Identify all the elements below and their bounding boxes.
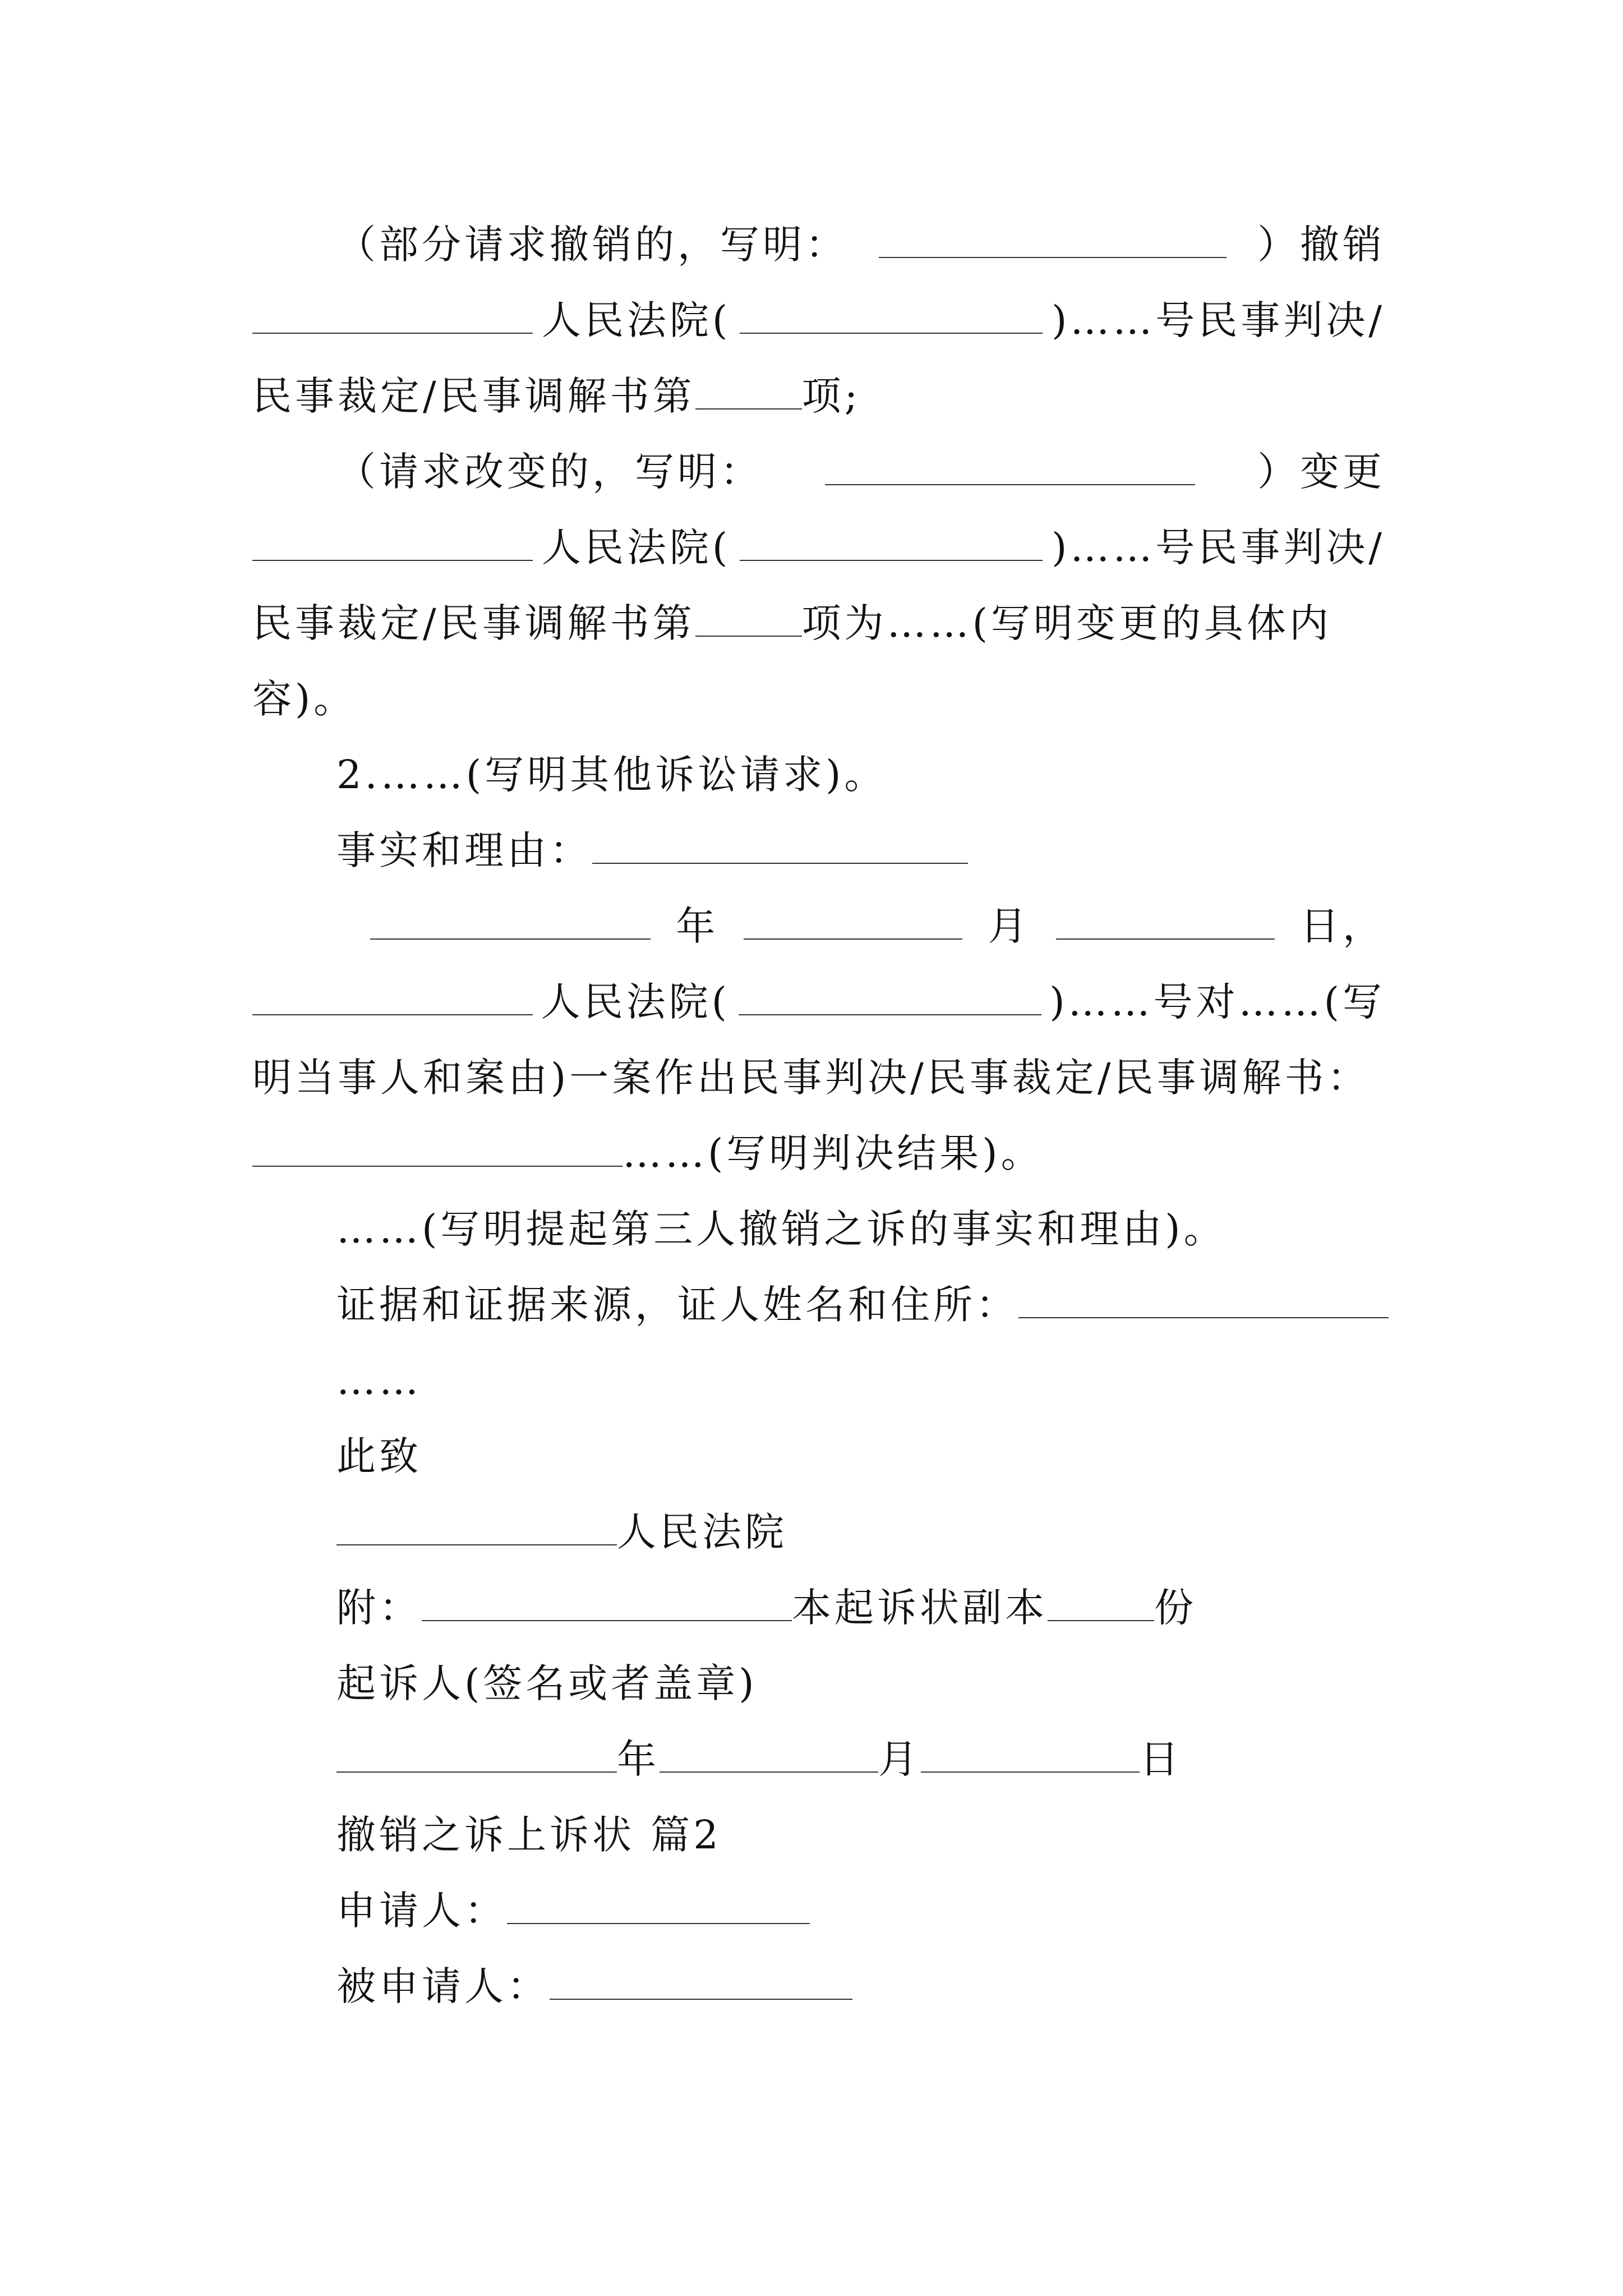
blank-month <box>660 1738 878 1773</box>
text-judgment-number: )……号民事判决/ <box>1052 297 1385 343</box>
line-addressee-court <box>336 1494 1385 1570</box>
text-month: 月 <box>988 903 1031 949</box>
text-third-party-facts: ……(写明提起第三人撤销之诉的事实和理由)。 <box>336 1206 1227 1252</box>
text-salutation: 此致 <box>336 1433 422 1479</box>
text-month: 月 <box>878 1736 921 1782</box>
text-item-change-content: 项为……(写明变更的具体内 <box>801 600 1332 646</box>
text-day: 日， <box>1299 903 1385 949</box>
blank-field <box>550 1965 852 2000</box>
text-parties-cause: 明当事人和案由)一案作出民事判决/民事裁定/民事调解书： <box>252 1055 1370 1101</box>
line-item-number-2 <box>252 585 1385 661</box>
line-court-judgment-3 <box>252 964 1385 1040</box>
text-court-open: 人民法院( <box>541 297 731 343</box>
line-partial-revoke <box>336 206 1385 283</box>
text-plaintiff-signature: 起诉人(签名或者盖章) <box>336 1660 758 1706</box>
text-court: 人民法院 <box>617 1509 787 1555</box>
line-judgment-result <box>252 1115 1385 1191</box>
blank-field <box>252 981 533 1015</box>
line-applicant <box>336 1872 1385 1949</box>
text-ruling-item: 民事裁定/民事调解书第 <box>252 373 695 419</box>
text-copy-unit: 份 <box>1154 1585 1197 1631</box>
line-evidence <box>336 1267 1385 1343</box>
text-year: 年 <box>617 1736 660 1782</box>
blank-court-name <box>336 1511 617 1545</box>
text-year: 年 <box>676 903 719 949</box>
line-section-title <box>336 1797 1385 1873</box>
text-partial-revoke-label: （部分请求撤销的，写明： <box>336 222 848 268</box>
blank-field <box>252 1132 623 1167</box>
text-ruling-item: 民事裁定/民事调解书第 <box>252 600 695 646</box>
blank-day <box>921 1738 1140 1773</box>
line-date-1 <box>370 888 1385 964</box>
blank-field <box>252 299 533 334</box>
line-attachment <box>336 1570 1385 1646</box>
blank-field <box>695 375 802 409</box>
line-request-change <box>336 434 1385 510</box>
blank-field <box>252 526 533 561</box>
text-section-title: 撤销之诉上诉状 篇2 <box>336 1812 722 1858</box>
text-judgment-number-pair: )……号对……(写 <box>1049 979 1385 1025</box>
line-other-claims <box>336 737 1385 813</box>
text-applicant-label: 申请人： <box>336 1888 507 1934</box>
blank-field <box>879 223 1227 258</box>
blank-field <box>825 450 1195 485</box>
text-judgment-number: )……号民事判决/ <box>1052 524 1385 570</box>
blank-field <box>592 829 968 864</box>
text-copy-count-label: 本起诉状副本 <box>792 1585 1048 1631</box>
line-third-party-facts <box>336 1191 1385 1267</box>
text-revoke: ）撤销 <box>1257 222 1385 268</box>
line-ellipsis <box>336 1342 1385 1419</box>
blank-field <box>740 299 1043 334</box>
text-evidence-label: 证据和证据来源，证人姓名和住所： <box>336 1282 1018 1328</box>
line-item-number-1 <box>252 358 1385 434</box>
blank-field <box>1018 1283 1389 1318</box>
blank-field <box>739 981 1041 1015</box>
line-plaintiff-signature <box>336 1645 1385 1722</box>
line-court-judgment-1 <box>252 282 1385 358</box>
line-parties-cause <box>252 1039 1385 1116</box>
text-attachment-label: 附： <box>336 1585 422 1631</box>
text-judgment-result: ……(写明判决结果)。 <box>623 1130 1044 1176</box>
text-change: ）变更 <box>1257 449 1385 495</box>
blank-field <box>507 1889 810 1924</box>
text-day: 日 <box>1140 1736 1182 1782</box>
line-salutation <box>336 1418 1385 1494</box>
blank-field <box>740 526 1043 561</box>
line-court-judgment-2 <box>252 509 1385 586</box>
line-respondent <box>336 1948 1385 2024</box>
blank-year <box>370 905 651 940</box>
line-date-2 <box>336 1721 1385 1797</box>
line-content-end <box>252 661 1385 737</box>
text-respondent-label: 被申请人： <box>336 1963 550 2009</box>
blank-field <box>695 602 802 637</box>
blank-field <box>422 1586 792 1621</box>
text-ellipsis: …… <box>336 1358 422 1404</box>
line-facts-reasons <box>336 812 1385 889</box>
text-content-end: 容)。 <box>252 676 357 722</box>
text-request-change-label: （请求改变的，写明： <box>336 449 763 495</box>
blank-month <box>744 905 962 940</box>
text-facts-reasons-label: 事实和理由： <box>336 827 592 873</box>
text-item-end: 项; <box>801 373 861 419</box>
blank-field <box>1048 1586 1154 1621</box>
text-other-claims: 2.……(写明其他诉讼请求)。 <box>336 752 887 798</box>
blank-day <box>1056 905 1275 940</box>
blank-year <box>336 1738 617 1773</box>
text-court-open: 人民法院( <box>541 524 731 570</box>
text-court-open: 人民法院( <box>541 979 730 1025</box>
